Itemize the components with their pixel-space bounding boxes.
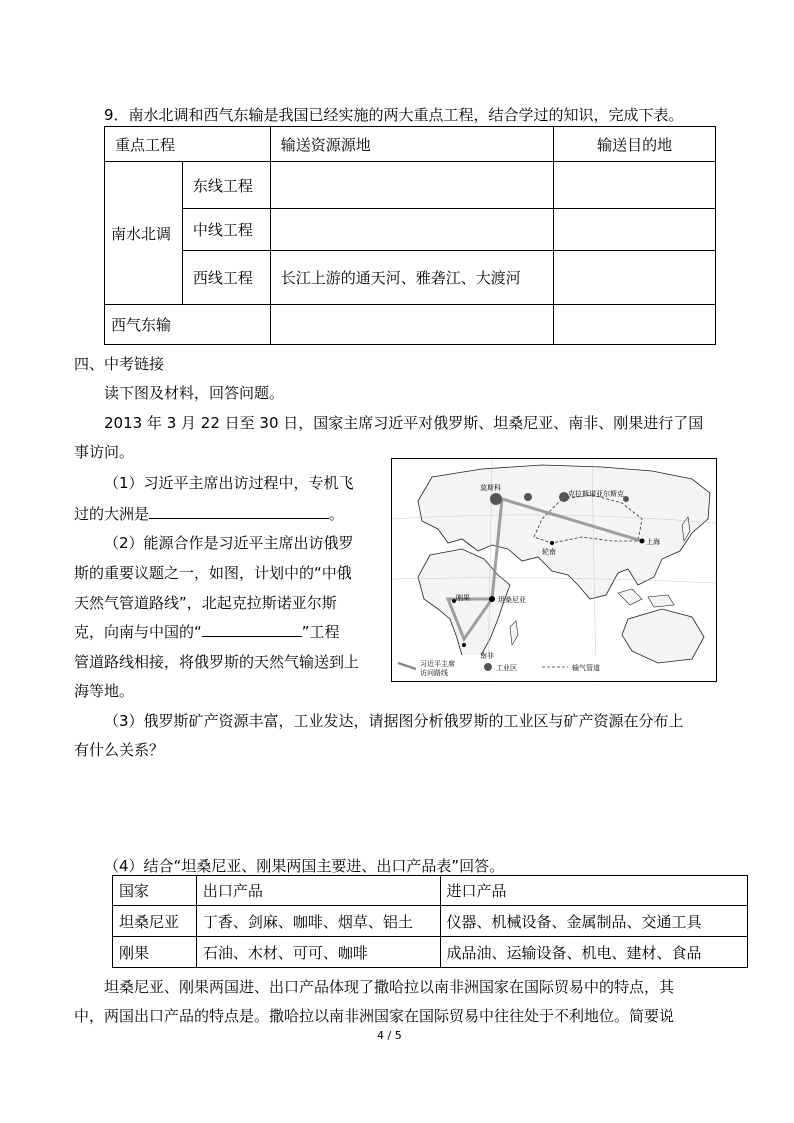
map-label-krasnoyarsk: 克拉斯诺亚尔斯克 <box>568 490 624 498</box>
q2-line-3: 天然气管道路线”，北起克拉斯诺亚尔斯 <box>74 594 337 612</box>
trade-row-import: 成品油、运输设备、机电、建材、食品 <box>440 937 748 968</box>
map-label-lunnan: 轮南 <box>542 548 556 556</box>
q9-nsbd-label: 南水北调 <box>105 162 183 305</box>
map-label-shanghai: 上海 <box>646 538 660 546</box>
q2-line-6: 海等地。 <box>74 682 135 700</box>
map-label-congo: 刚果 <box>456 594 470 602</box>
sea-islands <box>618 589 674 607</box>
city-south-africa <box>462 643 466 647</box>
q2-text-a: 克，向南与中国的“ <box>74 623 202 641</box>
legend-industry-label: 工业区 <box>496 664 517 672</box>
q9-east-dest <box>554 162 716 209</box>
q9-line-east: 东线工程 <box>182 162 270 209</box>
australia-land <box>622 609 704 663</box>
q9-middle-dest <box>554 209 716 251</box>
city-shanghai <box>640 539 645 544</box>
q2-text-b: ”工程 <box>301 623 340 641</box>
q9-xqdh-source <box>270 305 553 345</box>
tail-line-2: 中，两国出口产品的特点是。撒哈拉以南非洲国家在国际贸易中往往处于不利地位。简要说 <box>74 1007 675 1025</box>
q1-line-1: （1）习近平主席出访过程中，专机飞 <box>104 474 354 492</box>
q9-west-dest <box>554 251 716 305</box>
q1-line-2 <box>74 503 344 525</box>
industry-moscow <box>490 493 502 505</box>
world-map-svg <box>392 459 716 681</box>
legend-pipeline-label: 输气管道 <box>572 664 600 672</box>
q9-middle-source <box>270 209 553 251</box>
trade-row-country: 坦桑尼亚 <box>113 906 197 937</box>
trade-row-import: 仪器、机械设备、金属制品、交通工具 <box>440 906 748 937</box>
q4-prompt: （4）结合“坦桑尼亚、刚果两国主要进、出口产品表”回答。 <box>104 857 505 875</box>
trade-row-export: 丁香、剑麻、咖啡、烟草、铝土 <box>196 906 440 937</box>
city-tanzania <box>489 596 495 602</box>
world-map-figure <box>391 458 717 682</box>
q9-line-middle: 中线工程 <box>182 209 270 251</box>
industry-ural <box>524 493 532 501</box>
trade-row-country: 刚果 <box>113 937 197 968</box>
q3-line-2: 有什么关系？ <box>74 741 165 759</box>
trade-header-country: 国家 <box>113 876 197 906</box>
section4-heading: 四、中考链接 <box>74 355 165 373</box>
madagascar-land <box>510 621 518 645</box>
q1-text-b: 。 <box>329 505 345 523</box>
q3-line-1: （3）俄罗斯矿产资源丰富，工业发达，请据图分析俄罗斯的工业区与矿产资源在分布上 <box>104 712 684 730</box>
trade-header-import: 进口产品 <box>440 876 748 906</box>
city-lunnan <box>550 541 554 545</box>
page-number: 4 / 5 <box>377 1029 402 1042</box>
q2-line-4 <box>74 621 340 643</box>
trade-row-export: 石油、木材、可可、咖啡 <box>196 937 440 968</box>
q1-text-a: 过的大洲是 <box>74 505 150 523</box>
material-line-2: 事访问。 <box>74 443 135 461</box>
map-label-south-africa: 南非 <box>480 652 494 660</box>
legend-industry-symbol <box>484 663 492 671</box>
trade-header-export: 出口产品 <box>196 876 440 906</box>
legend-route-label-1: 习近平主席 <box>420 660 455 668</box>
q9-west-source: 长江上游的通天河、雅砻江、大渡河 <box>270 251 553 305</box>
q9-header-dest: 输送目的地 <box>554 127 716 162</box>
q2-line-1: （2）能源合作是习近平主席出访俄罗 <box>104 534 354 552</box>
q9-xqdh-label: 西气东输 <box>105 305 271 345</box>
q2-line-5: 管道路线相接，将俄罗斯的天然气输送到上 <box>74 653 360 671</box>
q1-answer-blank[interactable] <box>149 504 329 519</box>
q9-table <box>104 126 716 345</box>
q9-line-west: 西线工程 <box>182 251 270 305</box>
q9-header-project: 重点工程 <box>105 127 271 162</box>
trade-table <box>112 875 748 968</box>
q9-prompt: 9．南水北调和西气东输是我国已经实施的两大重点工程，结合学过的知识，完成下表。 <box>104 106 684 124</box>
q9-east-source <box>270 162 553 209</box>
material-line-1: 2013 年 3 月 22 日至 30 日，国家主席习近平对俄罗斯、坦桑尼亚、南非、刚果进行了国 <box>104 414 704 432</box>
q2-line-2: 斯的重要议题之一，如图，计划中的“中俄 <box>74 564 352 582</box>
q9-header-source: 输送资源源地 <box>270 127 553 162</box>
q9-xqdh-dest <box>554 305 716 345</box>
tail-line-1: 坦桑尼亚、刚果两国进、出口产品体现了撒哈拉以南非洲国家在国际贸易中的特点，其 <box>104 978 675 996</box>
map-label-moscow: 莫斯科 <box>480 484 501 492</box>
map-label-tanzania: 坦桑尼亚 <box>498 596 526 604</box>
q2-answer-blank[interactable] <box>202 622 302 637</box>
section4-intro: 读下图及材料，回答问题。 <box>104 384 285 402</box>
legend-route-label-2: 访问路线 <box>420 669 448 677</box>
